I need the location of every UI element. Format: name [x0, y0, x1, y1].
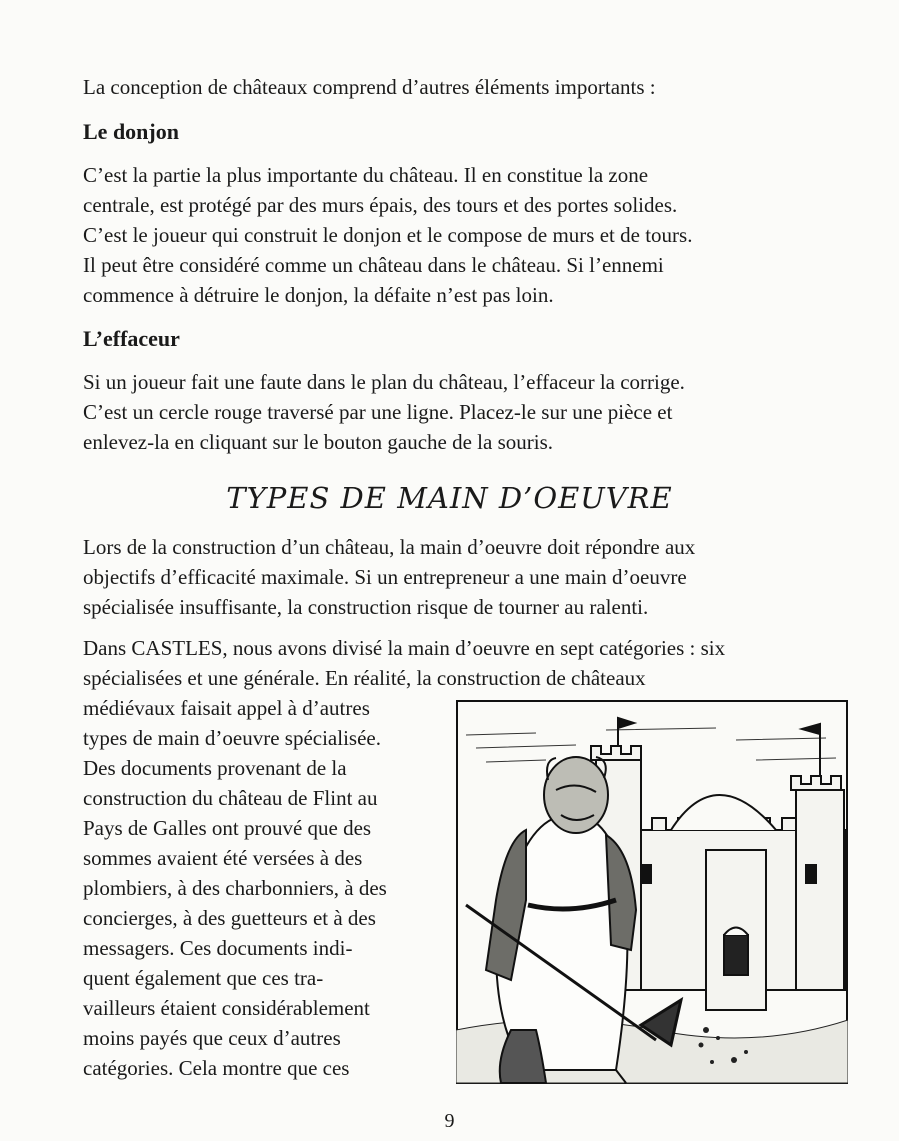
- text-line: Des documents provenant de la: [83, 756, 347, 780]
- text-line: sommes avaient été versées à des: [83, 846, 363, 870]
- text-line: C’est la partie la plus importante du château. Il en constitue la zone: [83, 163, 649, 187]
- text-line: messagers. Ces documents indi-: [83, 936, 353, 960]
- text-line: C’est un cercle rouge traversé par une ligne. Placez-le sur une pièce et: [83, 400, 673, 424]
- text-line: enlevez-la en cliquant sur le bouton gauche de la souris.: [83, 430, 553, 454]
- heading-donjon: Le donjon: [83, 119, 179, 144]
- text-line: spécialisées et une générale. En réalité, la construction de châteaux: [83, 666, 646, 690]
- intro-paragraph: La conception de châteaux comprend d’autres éléments importants :: [83, 75, 656, 99]
- text-line: types de main d’oeuvre spécialisée.: [83, 726, 381, 750]
- text-line: vailleurs étaient considérablement: [83, 996, 370, 1020]
- text-line: plombiers, à des charbonniers, à des: [83, 876, 387, 900]
- text-line: objectifs d’efficacité maximale. Si un entrepreneur a une main d’oeuvre: [83, 565, 687, 589]
- paragraph-lors: [83, 532, 843, 622]
- worker-castle-illustration: [456, 700, 848, 1084]
- text-line: C’est le joueur qui construit le donjon et le compose de murs et de tours.: [83, 223, 693, 247]
- text-line: Il peut être considéré comme un château dans le château. Si l’ennemi: [83, 253, 664, 277]
- text-line: Si un joueur fait une faute dans le plan du château, l’effaceur la corrige.: [83, 370, 685, 394]
- paragraph-dans: [83, 633, 843, 693]
- text-line: spécialisée insuffisante, la construction risque de tourner au ralenti.: [83, 595, 649, 619]
- page-number: 9: [444, 1110, 455, 1132]
- text-line: médiévaux faisait appel à d’autres: [83, 696, 370, 720]
- text-line: Dans CASTLES, nous avons divisé la main d’oeuvre en sept catégories : six: [83, 636, 726, 660]
- heading-effaceur: L’effaceur: [83, 326, 180, 351]
- text-line: Lors de la construction d’un château, la main d’oeuvre doit répondre aux: [83, 535, 696, 559]
- text-line: quent également que ces tra-: [83, 966, 324, 990]
- text-line: construction du château de Flint au: [83, 786, 378, 810]
- section-title-types-main-oeuvre: TYPES DE MAIN D’OEUVRE: [226, 481, 673, 515]
- paragraph-column: [83, 693, 448, 1083]
- paragraph-effaceur: [83, 367, 843, 457]
- text-line: centrale, est protégé par des murs épais, des tours et des portes solides.: [83, 193, 678, 217]
- text-line: catégories. Cela montre que ces: [83, 1056, 350, 1080]
- paragraph-donjon: [83, 160, 843, 310]
- text-line: concierges, à des guetteurs et à des: [83, 906, 376, 930]
- text-line: Pays de Galles ont prouvé que des: [83, 816, 372, 840]
- text-line: commence à détruire le donjon, la défaite n’est pas loin.: [83, 283, 554, 307]
- text-line: moins payés que ceux d’autres: [83, 1026, 341, 1050]
